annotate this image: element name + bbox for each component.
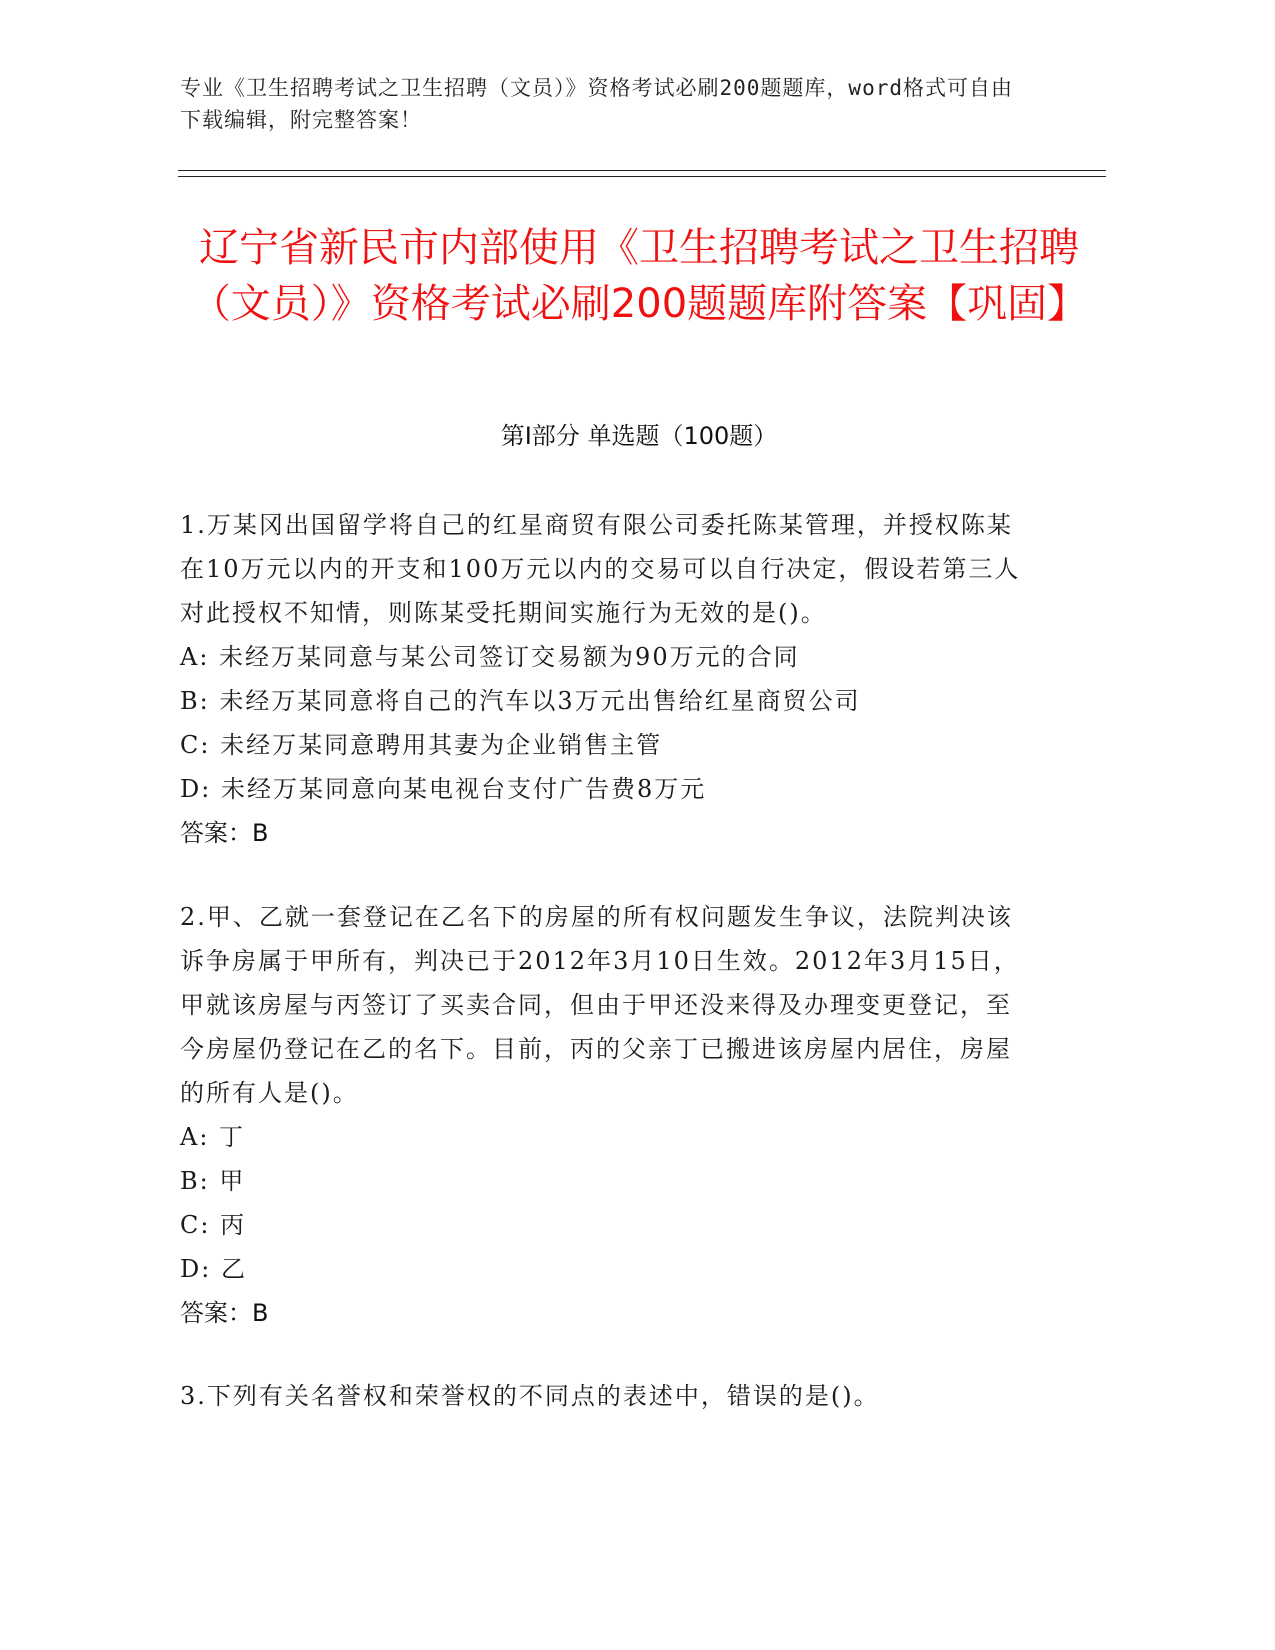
- question-stem: 2.甲、乙就一套登记在乙名下的房屋的所有权问题发生争议，法院判决该诉争房属于甲所有，判决已于2012年3月10日生效。2012年3月15日，甲就该房屋与丙签订了买卖合同，但由于甲还没来得及办理变更登记，至今房屋仍登记在乙的名下。目前，丙的父亲丁已搬进该房屋内居住，房屋的所有人是()。: [180, 903, 1020, 1107]
- answer: 答案：B: [180, 1299, 269, 1327]
- option-b: B: 甲: [180, 1167, 246, 1195]
- question-1: [180, 503, 1030, 855]
- option-c: C: 丙: [180, 1211, 247, 1239]
- document-title: 辽宁省新民市内部使用《卫生招聘考试之卫生招聘（文员）》资格考试必刷200题题库附答案【巩固】: [190, 225, 1088, 327]
- option-b: B: 未经万某同意将自己的汽车以3万元出售给红星商贸公司: [180, 687, 861, 715]
- question-stem: 1.万某冈出国留学将自己的红星商贸有限公司委托陈某管理，并授权陈某在10万元以内的开支和100万元以内的交易可以自行决定，假设若第三人对此授权不知情，则陈某受托期间实施行为无效的是()。: [180, 511, 1021, 627]
- option-c: C: 未经万某同意聘用其妻为企业销售主管: [180, 731, 663, 759]
- question-stem: 3.下列有关名誉权和荣誉权的不同点的表述中，错误的是()。: [180, 1382, 880, 1410]
- answer: 答案：B: [180, 819, 269, 847]
- question-3: [180, 1374, 1030, 1418]
- question-2: [180, 895, 1030, 1335]
- option-d: D: 未经万某同意向某电视台支付广告费8万元: [180, 775, 707, 803]
- option-a: A: 未经万某同意与某公司签订交易额为90万元的合同: [180, 643, 800, 671]
- header-rule-bottom: [178, 176, 1106, 177]
- header-note: 专业《卫生招聘考试之卫生招聘（文员）》资格考试必刷200题题库，word格式可自由下载编辑，附完整答案！: [180, 76, 1013, 132]
- header-rule-top: [178, 170, 1106, 171]
- option-a: A: 丁: [180, 1123, 246, 1151]
- section-title: 第I部分 单选题（100题）: [500, 422, 778, 450]
- option-d: D: 乙: [180, 1255, 247, 1283]
